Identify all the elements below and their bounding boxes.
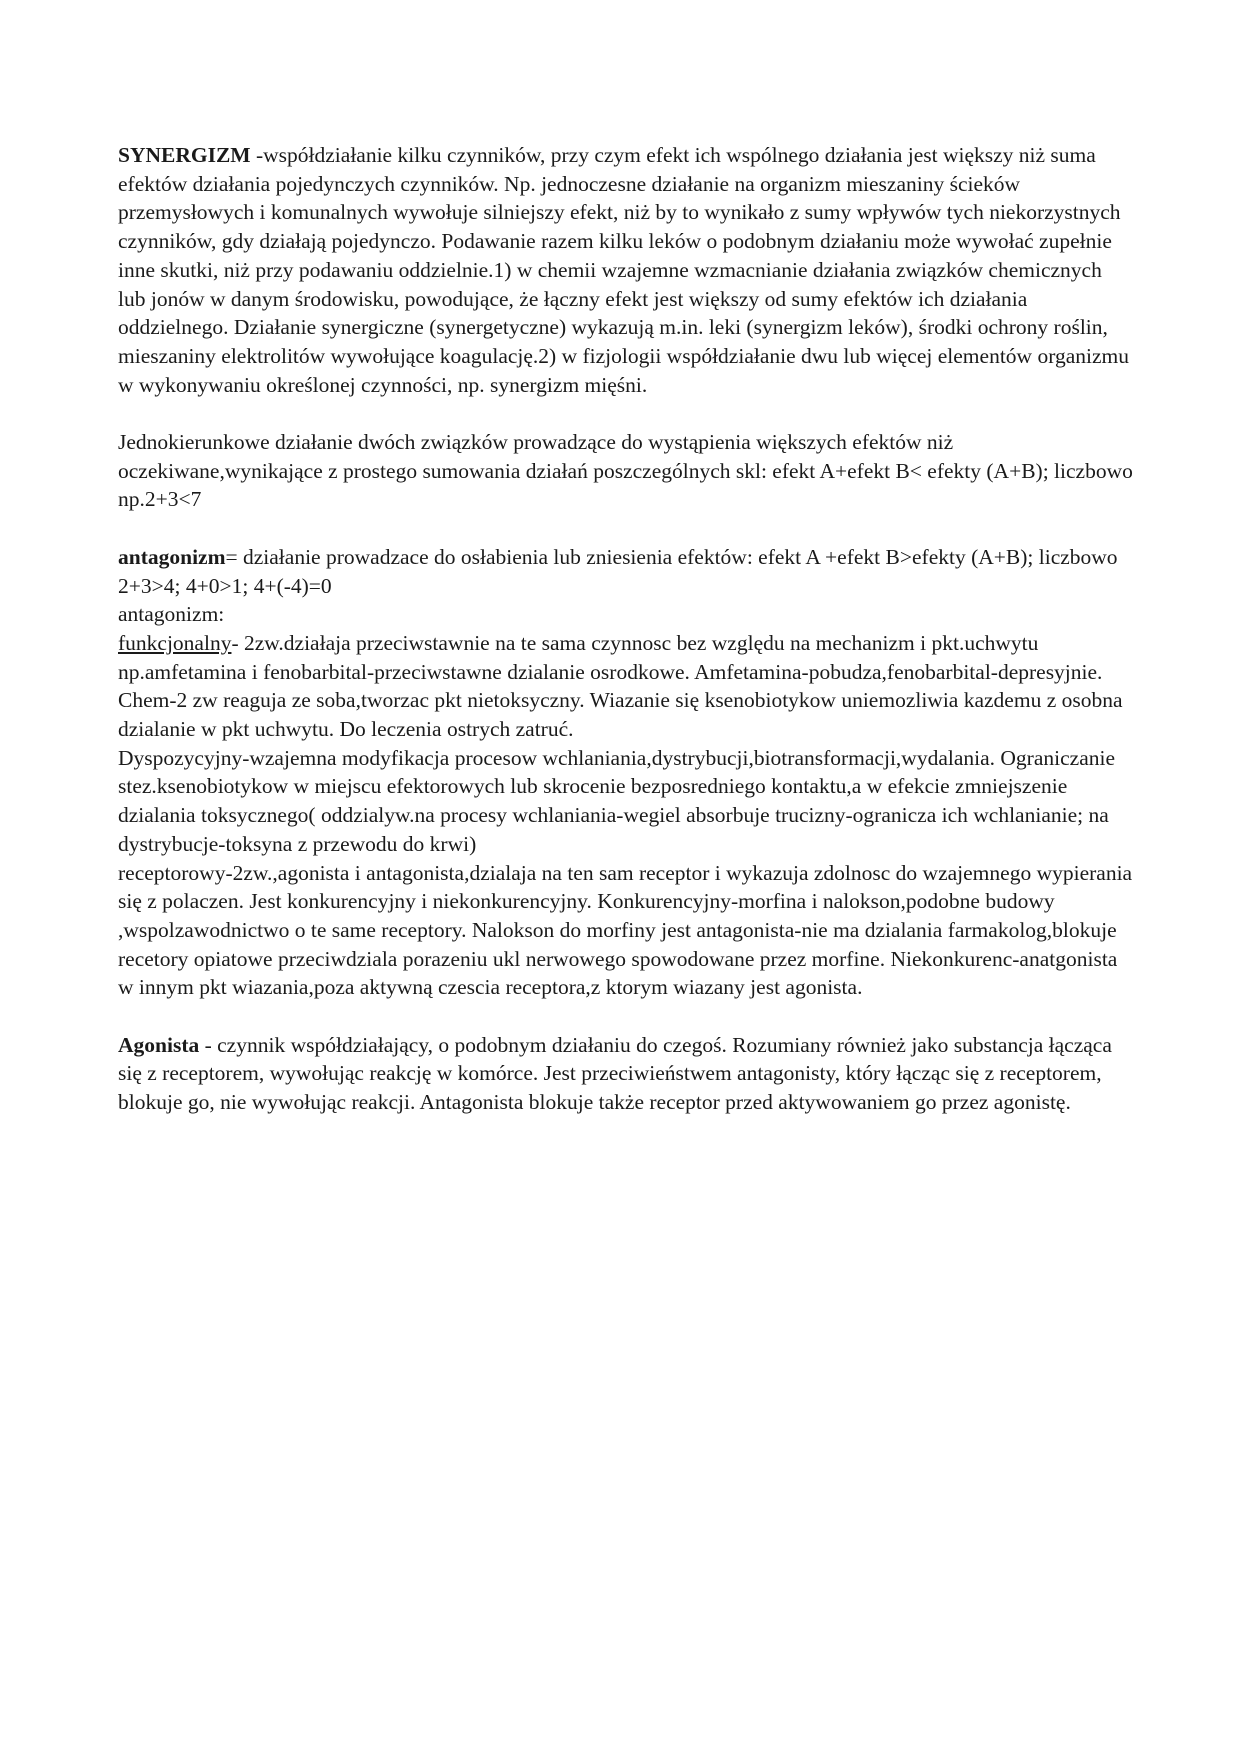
dyspozycyjny-paragraph: Dyspozycyjny-wzajemna modyfikacja procesow wchlaniania,dystrybucji,biotransformacji,wydalania. Ograniczanie stez.ksenobiotykow w miejscu efektorowych lub skrocenie bezposredniego kontaktu,a w efekcie zmniejszenie dzialania toksycznego( oddzialyw.na procesy wchlaniania-wegiel absorbuje trucizny-ogranicza ich wchlanianie; na dystrybucje-toksyna z przewodu do krwi) bbox=[118, 745, 1115, 856]
agonista-definition: - czynnik współdziałający, o podobnym działaniu do czegoś. Rozumiany również jako substancja łącząca się z receptorem, wywołując reakcję w komórce. Jest przeciwieństwem antagonisty, który łącząc się z receptorem, blokuje go, nie wywołując reakcji. Antagonista blokuje także receptor przed aktywowaniem go przez agonistę. bbox=[118, 1032, 1112, 1115]
synergizm-definition: -współdziałanie kilku czynników, przy czym efekt ich wspólnego działania jest większy niż suma efektów działania pojedynczych czynników. Np. jednoczesne działanie na organizm mieszaniny ścieków przemysłowych i komunalnych wywołuje silniejszy efekt, niż by to wynikało z sumy wpływów tych niekorzystnych czynników, gdy działają pojedynczo. Podawanie razem kilku leków o podobnym działaniu może wywołać zupełnie inne skutki, niż przy podawaniu oddzielnie.1) w chemii wzajemne wzmacnianie działania związków chemicznych lub jonów w danym środowisku, powodujące, że łączny efekt jest większy od sumy efektów ich działania oddzielnego. Działanie synergiczne (synergetyczne) wykazują m.in. leki (synergizm leków), środki ochrony roślin, mieszaniny elektrolitów wywołujące koagulację.2) w fizjologii współdziałanie dwu lub więcej elementów organizmu w wykonywaniu określonej czynności, np. synergizm mięśni. bbox=[118, 143, 1129, 397]
funkcjonalny-definition: - 2zw.działaja przeciwstawnie na te sama czynnosc bez względu na mechanizm i pkt.uchwytu np.amfetamina i fenobarbital-przeciwstawne dzialanie osrodkowe. Amfetamina-pobudza,fenobarbital-depresyjnie. bbox=[118, 630, 1103, 684]
antagonizm-heading: antagonizm: bbox=[118, 602, 225, 627]
synergizm-term: SYNERGIZM bbox=[118, 143, 251, 167]
one-direction-paragraph: Jednokierunkowe działanie dwóch związków prowadzące do wystąpienia większych efektów niż oczekiwane,wynikające z prostego sumowania działań poszczególnych skl: efekt A+efekt B< efekty (A+B); liczbowo np.2+3<7 bbox=[118, 430, 1133, 512]
antagonizm-paragraph bbox=[118, 543, 1133, 600]
funkcjonalny-paragraph bbox=[118, 629, 1133, 686]
document-page bbox=[118, 141, 1133, 1117]
paragraph-gap bbox=[118, 514, 1133, 543]
synergizm-paragraph bbox=[118, 141, 1133, 399]
chem-paragraph: Chem-2 zw reaguja ze soba,tworzac pkt nietoksyczny. Wiazanie się ksenobiotykow uniemozliwia kazdemu z osobna dzialanie w pkt uchwytu. Do leczenia ostrych zatruć. bbox=[118, 688, 1123, 742]
paragraph-gap bbox=[118, 399, 1133, 428]
funkcjonalny-term: funkcjonalny bbox=[118, 630, 232, 655]
paragraph-gap bbox=[118, 1002, 1133, 1031]
antagonizm-term: antagonizm bbox=[118, 544, 226, 569]
agonista-term: Agonista bbox=[118, 1032, 200, 1057]
agonista-paragraph bbox=[118, 1031, 1133, 1117]
antagonizm-definition: = działanie prowadzace do osłabienia lub zniesienia efektów: efekt A +efekt B>efekty (A+B); liczbowo 2+3>4; 4+0>1; 4+(-4)=0 bbox=[118, 544, 1118, 598]
receptorowy-paragraph: receptorowy-2zw.,agonista i antagonista,dzialaja na ten sam receptor i wykazuja zdolnosc do wzajemnego wypierania się z polaczen. Jest konkurencyjny i niekonkurencyjny. Konkurencyjny-morfina i nalokson,podobne budowy ,wspolzawodnictwo o te same receptory. Nalokson do morfiny jest antagonista-nie ma dzialania farmakolog,blokuje recetory opiatowe przeciwdziala porazeniu ukl nerwowego spowodowane przez morfine. Niekonkurenc-anatgonista w innym pkt wiazania,poza aktywną czescia receptora,z ktorym wiazany jest agonista. bbox=[118, 860, 1133, 1000]
